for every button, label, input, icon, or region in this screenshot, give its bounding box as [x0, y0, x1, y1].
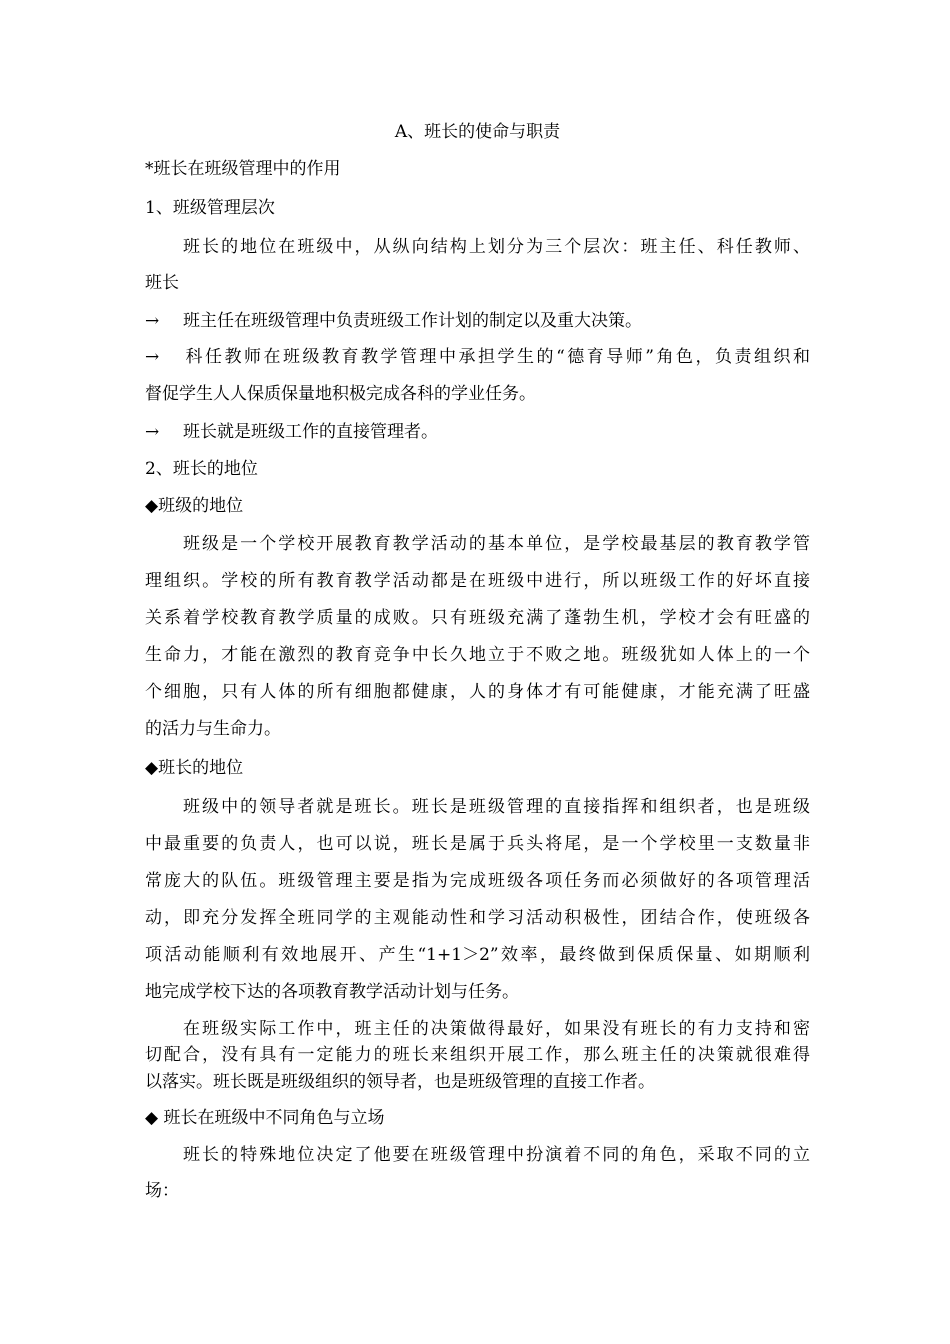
paragraph-roles-line-1: 班长的特殊地位决定了他要在班级管理中扮演着不同的角色，采取不同的立 — [183, 1145, 810, 1165]
paragraph-class-line-3: 关系着学校教育教学质量的成败。只有班级充满了蓬勃生机，学校才会有旺盛的 — [145, 608, 810, 628]
subheading-class-status: ◆班级的地位 — [145, 496, 244, 516]
paragraph-class-line-4: 生命力，才能在激烈的教育竞争中长久地立于不败之地。班级犹如人体上的一个 — [145, 645, 810, 665]
paragraph-monitor-line-6: 地完成学校下达的各项教育教学活动计划与任务。 — [145, 982, 519, 1002]
arrow-item-text: 班长就是班级工作的直接管理者。 — [183, 422, 438, 442]
paragraph-monitor-line-3: 常庞大的队伍。班级管理主要是指为完成班级各项任务而必须做好的各项管理活 — [145, 871, 810, 891]
arrow-item-head-teacher — [145, 310, 810, 332]
paragraph-class-line-1: 班级是一个学校开展教育教学活动的基本单位，是学校最基层的教育教学管 — [183, 534, 810, 554]
document-title: A、班长的使命与职责 — [394, 122, 561, 142]
arrow-item-subject-teacher-cont: 督促学生人人保质保量地积极完成各科的学业任务。 — [145, 384, 536, 404]
paragraph-monitor-line-5: 项活动能顺利有效地展开、产生“1+1＞2”效率，最终做到保质保量、如期顺利 — [145, 945, 810, 965]
paragraph-practice-line-3: 以落实。班长既是班级组织的领导者，也是班级管理的直接工作者。 — [145, 1072, 655, 1092]
arrow-item-text: 班主任在班级管理中负责班级工作计划的制定以及重大决策。 — [183, 311, 642, 331]
heading-management-levels: 1、班级管理层次 — [145, 198, 275, 218]
subheading-roles: ◆ 班长在班级中不同角色与立场 — [145, 1108, 385, 1128]
arrow-item-text: 科任教师在班级教育教学管理中承担学生的“德育导师”角色，负责组织和 — [183, 347, 810, 367]
paragraph-levels-line-1: 班长的地位在班级中，从纵向结构上划分为三个层次：班主任、科任教师、 — [183, 237, 810, 257]
paragraph-monitor-line-2: 中最重要的负责人，也可以说，班长是属于兵头将尾，是一个学校里一支数量非 — [145, 834, 810, 854]
arrow-icon: → — [145, 422, 160, 442]
arrow-item-monitor — [145, 421, 810, 443]
paragraph-levels-line-2: 班长 — [145, 273, 179, 293]
arrow-icon: → — [145, 347, 160, 367]
paragraph-class-line-5: 个细胞，只有人体的所有细胞都健康，人的身体才有可能健康，才能充满了旺盛 — [145, 682, 810, 702]
heading-monitor-status: 2、班长的地位 — [145, 459, 258, 479]
arrow-icon: → — [145, 311, 160, 331]
paragraph-monitor-line-4: 动，即充分发挥全班同学的主观能动性和学习活动积极性，团结合作，使班级各 — [145, 908, 810, 928]
subheading-monitor-status: ◆班长的地位 — [145, 758, 244, 778]
paragraph-practice-line-1: 在班级实际工作中，班主任的决策做得最好，如果没有班长的有力支持和密 — [183, 1019, 810, 1039]
section-heading-role: *班长在班级管理中的作用 — [145, 159, 341, 179]
arrow-item-subject-teacher — [145, 346, 810, 368]
paragraph-monitor-line-1: 班级中的领导者就是班长。班长是班级管理的直接指挥和组织者，也是班级 — [183, 797, 810, 817]
paragraph-roles-line-2: 场： — [145, 1181, 179, 1201]
paragraph-class-line-2: 理组织。学校的所有教育教学活动都是在班级中进行，所以班级工作的好坏直接 — [145, 571, 810, 591]
paragraph-practice-line-2: 切配合，没有具有一定能力的班长来组织开展工作，那么班主任的决策就很难得 — [145, 1045, 810, 1065]
paragraph-class-line-6: 的活力与生命力。 — [145, 719, 281, 739]
